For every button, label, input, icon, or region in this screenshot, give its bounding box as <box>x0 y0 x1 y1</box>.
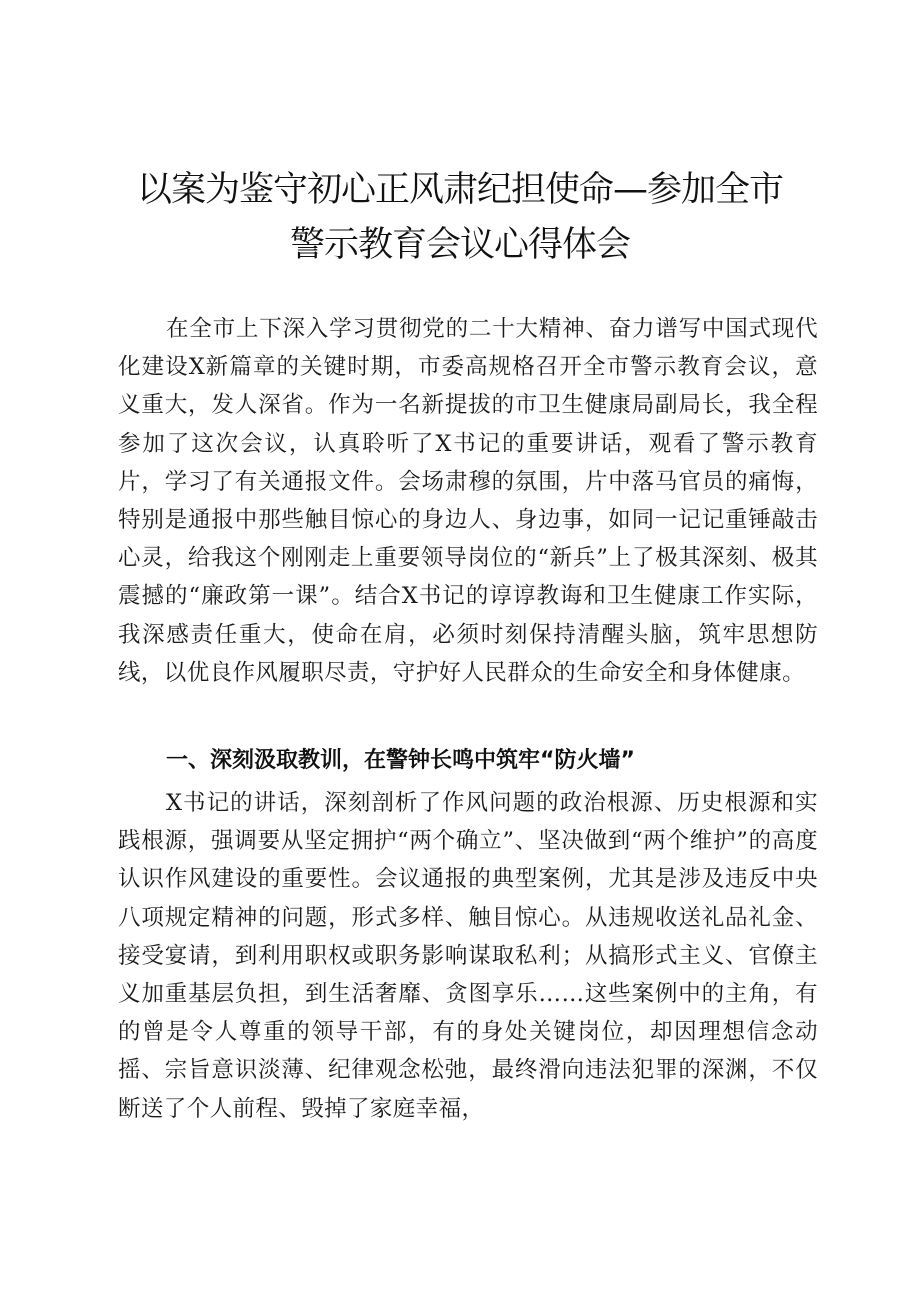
title-line-2: 警示教育会议心得体会 <box>289 225 630 265</box>
section-1-paragraph: X书记的讲话，深刻剖析了作风问题的政治根源、历史根源和实践根源，强调要从坚定拥护“两个确立”、坚决做到“两个维护”的高度认识作风建设的重要性。会议通报的典型案例，尤其是涉及违反中央八项规定精神的问题，形式多样、触目惊心。从违规收送礼品礼金、接受宴请，到利用职权或职务影响谋取私利；从搞形式主义、官僚主义加重基层负担，到生活奢靡、贪图享乐……这些案例中的主角，有的曾是令人尊重的领导干部，有的身处关键岗位，却因理想信念动摇、宗旨意识淡薄、纪律观念松弛，最终滑向违法犯罪的深渊，不仅断送了个人前程、毁掉了家庭幸福， <box>118 790 818 1122</box>
section-heading-1: 一、深刻汲取教训，在警钟长鸣中筑牢“防火墙” <box>166 748 635 773</box>
title-line-1: 以案为鉴守初心正风肃纪担使命—参加全市 <box>136 170 783 210</box>
document-title <box>0 163 920 273</box>
intro-paragraph: 在全市上下深入学习贯彻党的二十大精神、奋力谱写中国式现代化建设X新篇章的关键时期，市委高规格召开全市警示教育会议，意义重大，发人深省。作为一名新提拔的市卫生健康局副局长，我全程参加了这次会议，认真聆听了X书记的重要讲话，观看了警示教育片，学习了有关通报文件。会场肃穆的氛围，片中落马官员的痛悔，特别是通报中那些触目惊心的身边人、身边事，如同一记记重锤敲击心灵，给我这个刚刚走上重要领导岗位的“新兵”上了极其深刻、极其震撼的“廉政第一课”。结合X书记的谆谆教诲和卫生健康工作实际，我深感责任重大，使命在肩，必须时刻保持清醒头脑，筑牢思想防线，以优良作风履职尽责，守护好人民群众的生命安全和身体健康。 <box>118 316 818 686</box>
